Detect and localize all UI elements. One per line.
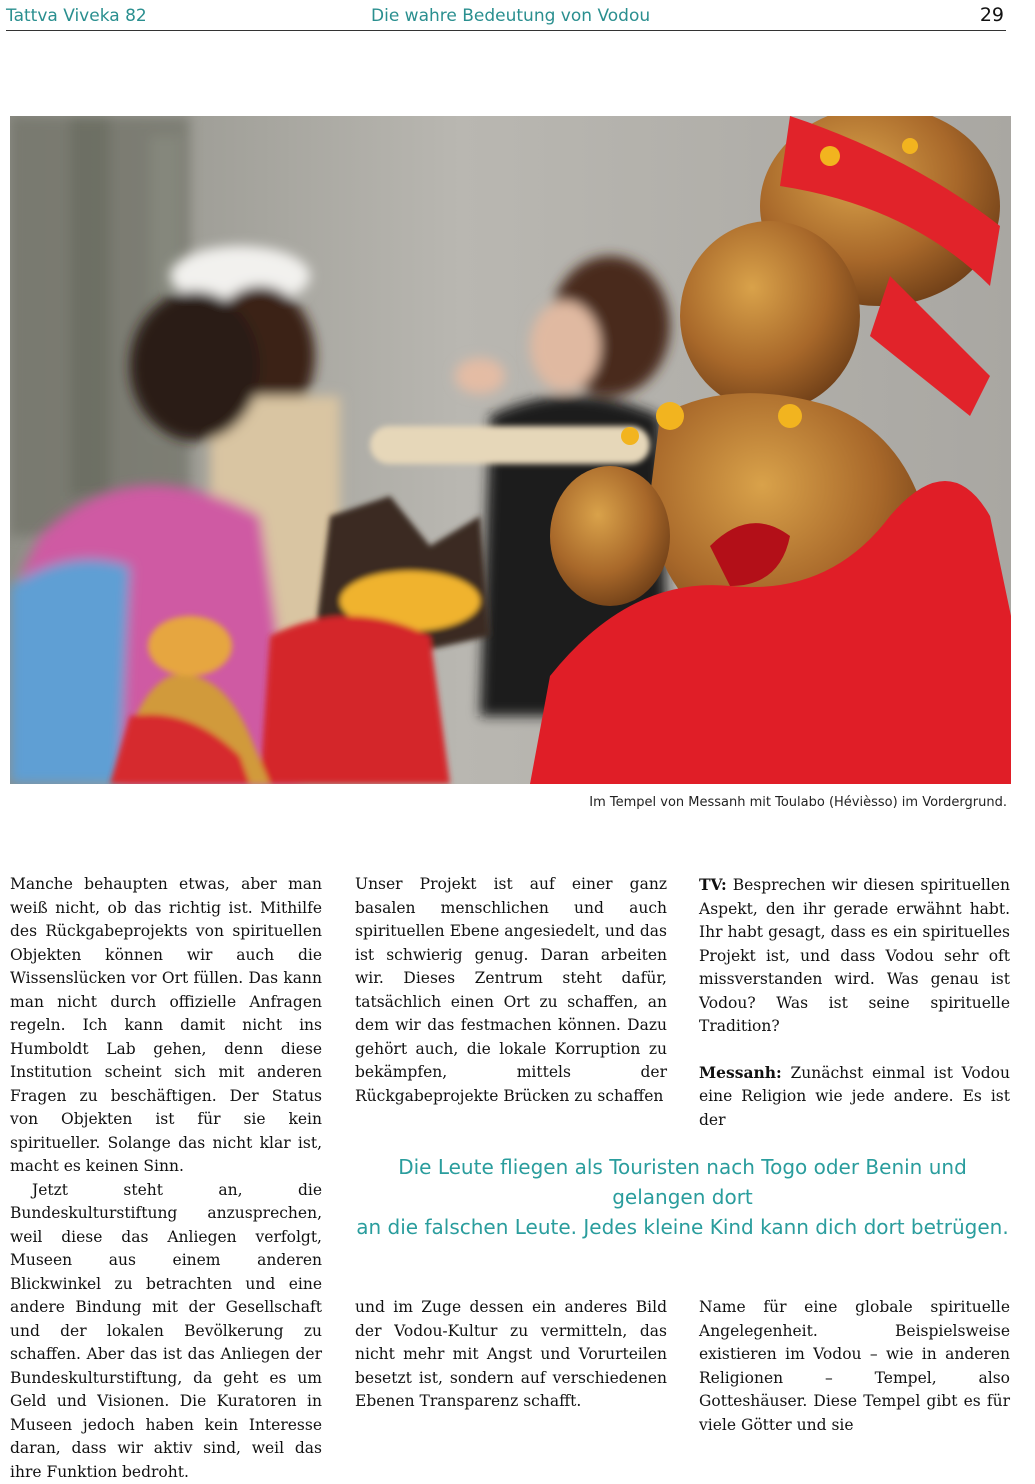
pull-quote [355, 1152, 1010, 1242]
speaker-label-tv: TV: [699, 875, 727, 894]
page-header [6, 0, 1006, 31]
paragraph: Name für eine globale spirituelle Angelegenheit. Beispielsweise existieren im Vodou – wie in anderen Religionen – Tempel, also Gotteshäuser. Diese Tempel gibt es für viele Götter und sie [699, 1296, 1010, 1437]
pull-quote-line: Die Leute fliegen als Touristen nach Togo oder Benin und gelangen dort [355, 1152, 1010, 1212]
magazine-issue: Tattva Viveka 82 [6, 6, 147, 26]
paragraph: Manche behaupten etwas, aber man weiß nicht, ob das richtig ist. Mithilfe des Rückgabeprojekts von spirituellen Objekten können wir auch die Wissenslücken vor Ort füllen. Das kann man nicht durch offizielle Anfragen regeln. Ich kann damit nicht ins Humboldt Lab gehen, denn diese Institution scheint sich mit anderen Fragen zu beschäftigen. Der Status von Objekten ist für sie kein spiritueller. Solange das nicht klar ist, macht es keinen Sinn. [10, 873, 322, 1179]
photo-caption: Im Tempel von Messanh mit Toulabo (Hévièsso) im Vordergrund. [589, 795, 1007, 810]
speaker-label-messanh: Messanh: [699, 1063, 782, 1082]
temple-photo-illustration [10, 116, 1011, 784]
article-title: Die wahre Bedeutung von Vodou [371, 6, 650, 26]
article-column-3-continued [699, 1296, 1010, 1437]
article-column-3 [699, 873, 1010, 1132]
article-column-2-continued [355, 1296, 667, 1414]
paragraph: Unser Projekt ist auf einer ganz basalen menschlichen und auch spirituellen Ebene angesiedelt, und das ist schwierig genug. Daran arbeiten wir. Dieses Zentrum steht dafür, tatsächlich einen Ort zu schaffen, an dem wir das festmachen können. Dazu gehört auch, die lokale Korruption zu bekämpfen, mittels der Rückgabeprojekte Brücken zu schaffen [355, 873, 667, 1108]
article-photo [10, 116, 1011, 784]
paragraph: und im Zuge dessen ein anderes Bild der Vodou-Kultur zu vermitteln, das nicht mehr mit Angst und Vorurteilen besetzt ist, sondern auf verschiedenen Ebenen Transparenz schafft. [355, 1296, 667, 1414]
interview-answer [699, 1061, 1010, 1133]
article-column-1 [10, 873, 322, 1484]
pull-quote-line: an die falschen Leute. Jedes kleine Kind kann dich dort betrügen. [355, 1212, 1010, 1242]
answer-text: Zunächst einmal ist Vodou eine Religion wie jede andere. Es ist der [699, 1064, 1010, 1129]
interview-question [699, 873, 1010, 1039]
page-number: 29 [980, 4, 1004, 26]
article-column-2 [355, 873, 667, 1108]
question-text: Besprechen wir diesen spirituellen Aspekt, den ihr gerade erwähnt habt. Ihr habt gesagt, dass es ein spirituelles Projekt ist, und dass Vodou sehr oft missverstanden wird. Was genau ist Vodou? Was ist seine spirituelle Tradition? [699, 876, 1010, 1035]
paragraph: Jetzt steht an, die Bundeskulturstiftung anzusprechen, weil diese das Anliegen verfolgt, Museen aus einem anderen Blickwinkel zu betrachten und eine andere Bindung mit der Gesellschaft und der lokalen Bevölkerung zu schaffen. Aber das ist das Anliegen der Bundeskulturstiftung, da geht es um Geld und Visionen. Die Kuratoren in Museen jedoch haben kein Interesse daran, dass wir aktiv sind, weil das ihre Funktion bedroht. [10, 1179, 322, 1484]
